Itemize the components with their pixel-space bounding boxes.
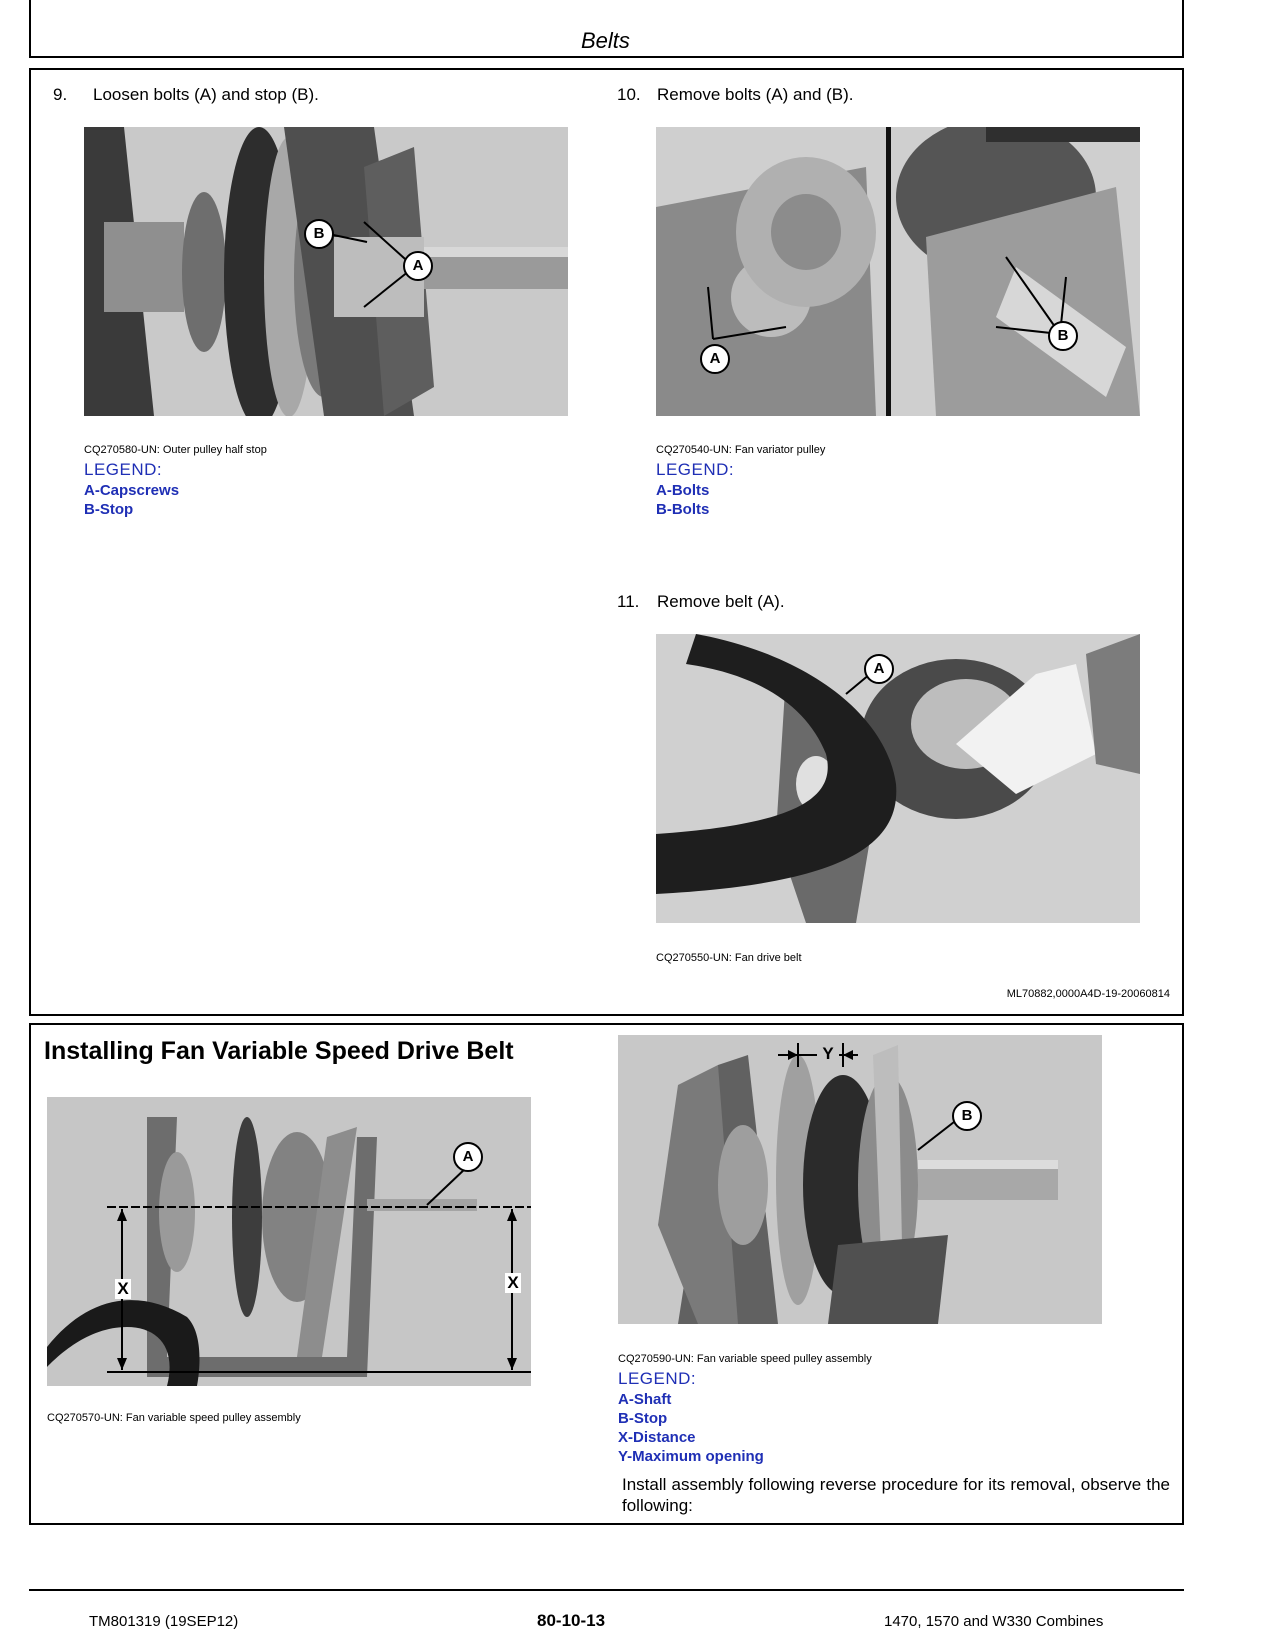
figure-caption: CQ270580-UN: Outer pulley half stop <box>84 444 267 456</box>
legend-item: A-Shaft <box>618 1391 672 1408</box>
legend-title: LEGEND: <box>618 1369 697 1388</box>
dimension-label-y: Y <box>817 1044 839 1064</box>
step-11 <box>617 592 785 612</box>
callout-b: B <box>952 1101 982 1131</box>
figure-3-callouts <box>656 634 1140 923</box>
figure-4-dimension-lines <box>47 1097 531 1386</box>
footer-model-name: 1470, 1570 and W330 Combines <box>884 1613 1104 1630</box>
callout-a: A <box>403 251 433 281</box>
step-number: 10. <box>617 85 641 104</box>
callout-a: A <box>864 654 894 684</box>
callout-b: B <box>304 219 334 249</box>
legend-item: Y-Maximum opening <box>618 1448 764 1465</box>
legend-item: A-Capscrews <box>84 482 180 499</box>
legend-title: LEGEND: <box>656 460 735 479</box>
section-title: Installing Fan Variable Speed Drive Belt <box>44 1037 514 1065</box>
step-text: Remove belt (A). <box>657 592 785 611</box>
footer-rule <box>29 1589 1184 1591</box>
step-text: Loosen bolts (A) and stop (B). <box>93 85 319 104</box>
dimension-label-x: X <box>115 1279 131 1299</box>
figure-5-callouts <box>618 1035 1102 1324</box>
step-number: 9. <box>53 85 68 104</box>
footer-document-id: TM801319 (19SEP12) <box>89 1613 239 1630</box>
figure-caption: CQ270540-UN: Fan variator pulley <box>656 444 826 456</box>
dimension-label-x: X <box>505 1273 521 1293</box>
figure-caption: CQ270590-UN: Fan variable speed pulley assembly <box>618 1353 872 1365</box>
callout-a: A <box>453 1142 483 1172</box>
figure-2-callouts <box>656 127 1140 416</box>
legend-item: A-Bolts <box>656 482 710 499</box>
section-reference: ML70882,0000A4D-19-20060814 <box>1006 988 1170 1000</box>
step-10 <box>617 85 854 105</box>
footer-page-number: 80-10-13 <box>537 1611 606 1630</box>
legend-item: X-Distance <box>618 1429 696 1446</box>
step-9 <box>53 85 319 105</box>
step-number: 11. <box>617 592 640 611</box>
callout-b: B <box>1048 321 1078 351</box>
callout-a: A <box>700 344 730 374</box>
legend-item: B-Stop <box>618 1410 668 1427</box>
legend-item: B-Bolts <box>656 501 710 518</box>
figure-1-callouts <box>84 127 568 416</box>
legend-item: B-Stop <box>84 501 134 518</box>
page-heading: Belts <box>581 28 630 53</box>
legend-title: LEGEND: <box>84 460 163 479</box>
install-instruction: Install assembly following reverse procedure for its removal, observe the following: <box>622 1475 1170 1515</box>
figure-caption: CQ270550-UN: Fan drive belt <box>656 952 802 964</box>
figure-caption: CQ270570-UN: Fan variable speed pulley assembly <box>47 1412 301 1424</box>
step-text: Remove bolts (A) and (B). <box>657 85 854 104</box>
